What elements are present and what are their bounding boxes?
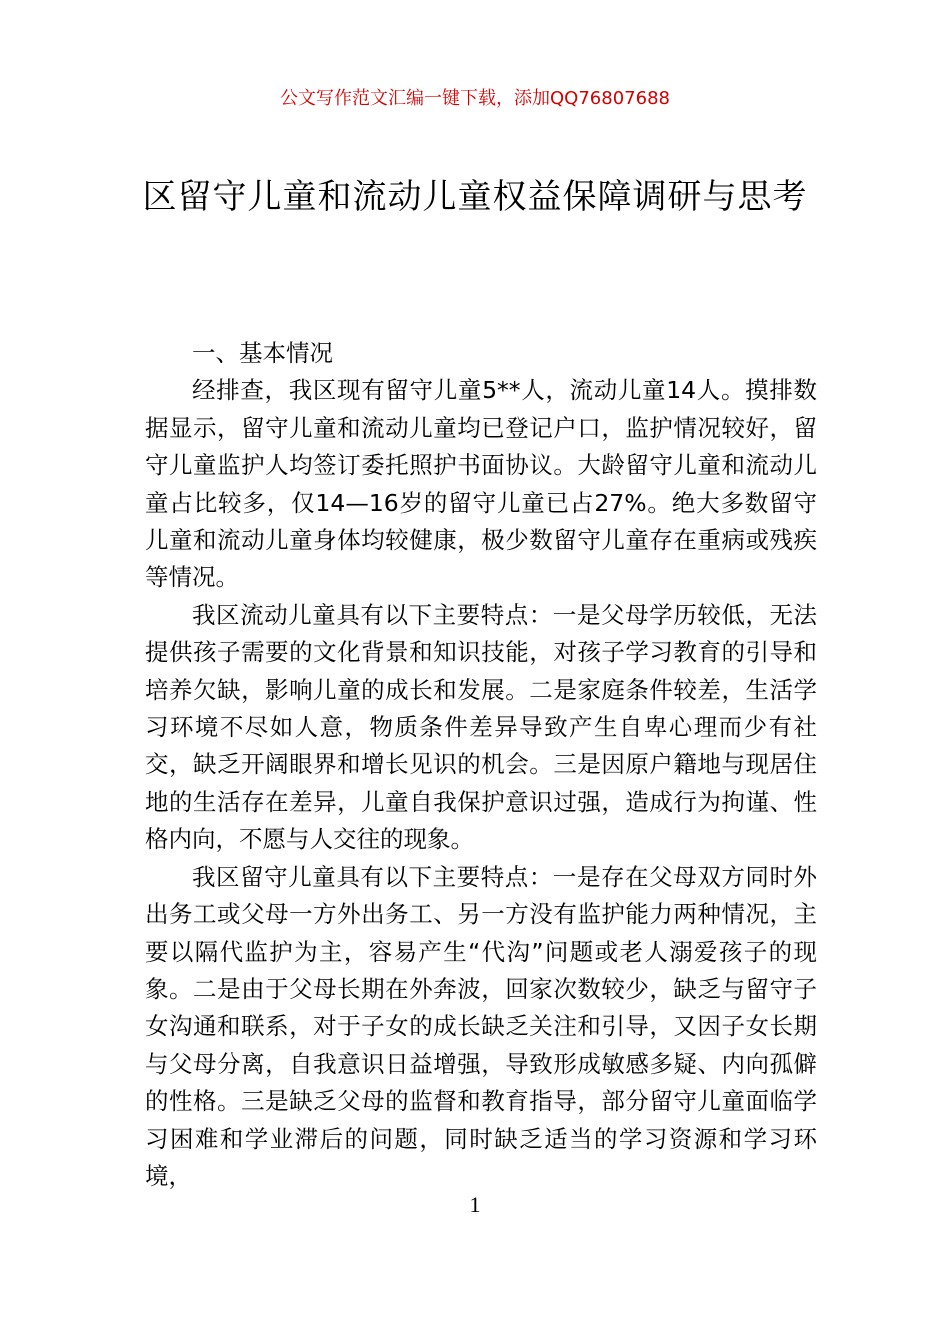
page-number: 1 xyxy=(469,1192,481,1217)
document-body xyxy=(145,335,817,1195)
section-heading: 一、基本情况 xyxy=(192,339,333,367)
paragraph-basic-stats: 经排查，我区现有留守儿童5**人，流动儿童14人。摸排数据显示，留守儿童和流动儿童均已登记户口，监护情况较好，留守儿童监护人均签订委托照护书面协议。大龄留守儿童和流动儿童占比较多，仅14—16岁的留守儿童已占27%。绝大多数留守儿童和流动儿童身体均较健康，极少数留守儿童存在重病或残疾等情况。 xyxy=(145,376,817,592)
paragraph-left-behind-children: 我区留守儿童具有以下主要特点：一是存在父母双方同时外出务工或父母一方外出务工、另一方没有监护能力两种情况，主要以隔代监护为主，容易产生“代沟”问题或老人溺爱孩子的现象。二是由于父母长期在外奔波，回家次数较少，缺乏与留守子女沟通和联系，对于子女的成长缺乏关注和引导，又因子女长期与父母分离，自我意识日益增强，导致形成敏感多疑、内向孤僻的性格。三是缺乏父母的监督和教育指导，部分留守儿童面临学习困难和学业滞后的问题，同时缺乏适当的学习资源和学习环境， xyxy=(145,862,817,1190)
download-notice: 公文写作范文汇编一键下载，添加QQ76807688 xyxy=(280,88,670,109)
paragraph-migrant-children: 我区流动儿童具有以下主要特点：一是父母学历较低，无法提供孩子需要的文化背景和知识技能，对孩子学习教育的引导和培养欠缺，影响儿童的成长和发展。二是家庭条件较差，生活学习环境不尽如人意，物质条件差异导致产生自卑心理而少有社交，缺乏开阔眼界和增长见识的机会。三是因原户籍地与现居住地的生活存在差异，儿童自我保护意识过强，造成行为拘谨、性格内向，不愿与人交往的现象。 xyxy=(145,600,817,854)
document-title: 区留守儿童和流动儿童权益保障调研与思考 xyxy=(142,177,808,217)
